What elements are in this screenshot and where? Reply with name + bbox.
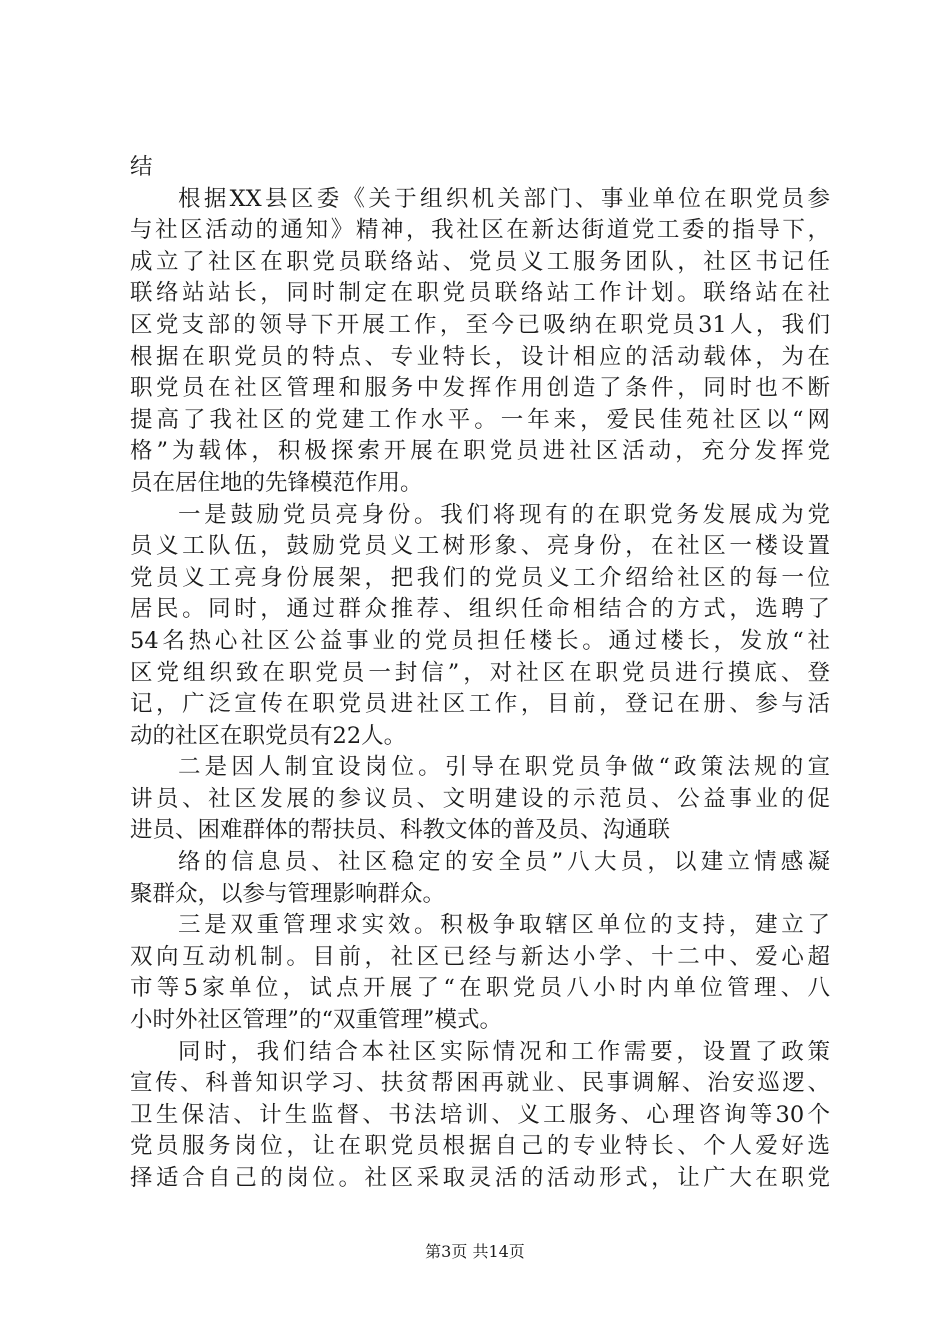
text-line: 居民。同时，通过群众推荐、组织任命相结合的方式，选聘了 (130, 596, 830, 623)
page-footer: 第3页 共14页 (425, 1242, 525, 1261)
text-line: 格”为载体，积极探索开展在职党员进社区活动，充分发挥党 (130, 438, 830, 465)
text-line: 区党支部的领导下开展工作，至今已吸纳在职党员31人，我们 (130, 311, 830, 338)
text-line: 记，广泛宣传在职党员进社区工作，目前，登记在册、参与活 (130, 691, 830, 718)
text-line: 进员、困难群体的帮扶员、科教文体的普及员、沟通联 (130, 817, 671, 844)
text-line: 市等5家单位，试点开展了“在职党员八小时内单位管理、八 (130, 975, 830, 1002)
text-line: 宣传、科普知识学习、扶贫帮困再就业、民事调解、治安巡逻、 (130, 1070, 830, 1097)
text-line: 结 (130, 154, 153, 180)
text-line: 成立了社区在职党员联络站、党员义工服务团队，社区书记任 (130, 248, 830, 275)
text-line: 职党员在社区管理和服务中发挥作用创造了条件，同时也不断 (130, 375, 830, 402)
text-line: 党员义工亮身份展架，把我们的党员义工介绍给社区的每一位 (130, 564, 830, 591)
text-line: 根据XX县区委《关于组织机关部门、事业单位在职党员参 (178, 185, 830, 212)
text-line: 讲员、社区发展的参议员、文明建设的示范员、公益事业的促 (130, 785, 830, 812)
text-line: 党员服务岗位，让在职党员根据自己的专业特长、个人爱好选 (130, 1133, 830, 1160)
text-line: 区党组织致在职党员一封信”，对社区在职党员进行摸底、登 (130, 659, 830, 686)
text-line: 小时外社区管理”的“双重管理”模式。 (130, 1007, 503, 1034)
text-line: 动的社区在职党员有22人。 (130, 722, 407, 749)
text-line: 择适合自己的岗位。社区采取灵活的活动形式，让广大在职党 (130, 1165, 830, 1191)
document-body (130, 152, 830, 1195)
text-line: 三是双重管理求实效。积极争取辖区单位的支持，建立了 (178, 912, 830, 939)
text-line: 聚群众，以参与管理影响群众。 (130, 880, 446, 907)
text-line: 根据在职党员的特点、专业特长，设计相应的活动载体，为在 (130, 343, 830, 370)
text-line: 与社区活动的通知》精神，我社区在新达街道党工委的指导下， (130, 217, 830, 244)
text-line: 员义工队伍，鼓励党员义工树形象、亮身份，在社区一楼设置 (130, 533, 830, 560)
text-line: 同时，我们结合本社区实际情况和工作需要，设置了政策 (178, 1038, 830, 1065)
text-line: 二是因人制宜设岗位。引导在职党员争做“政策法规的宣 (178, 754, 830, 781)
text-line: 联络站站长，同时制定在职党员联络站工作计划。联络站在社 (130, 280, 830, 307)
text-line: 54名热心社区公益事业的党员担任楼长。通过楼长，发放“社 (130, 627, 830, 654)
text-line: 络的信息员、社区稳定的安全员”八大员，以建立情感凝 (178, 849, 830, 876)
text-line: 双向互动机制。目前，社区已经与新达小学、十二中、爱心超 (130, 943, 830, 970)
text-line: 员在居住地的先锋模范作用。 (130, 469, 423, 496)
text-line: 卫生保洁、计生监督、书法培训、义工服务、心理咨询等30个 (130, 1101, 830, 1128)
text-line: 一是鼓励党员亮身份。我们将现有的在职党务发展成为党 (178, 501, 830, 528)
text-line: 提高了我社区的党建工作水平。一年来，爱民佳苑社区以“网 (130, 406, 830, 433)
